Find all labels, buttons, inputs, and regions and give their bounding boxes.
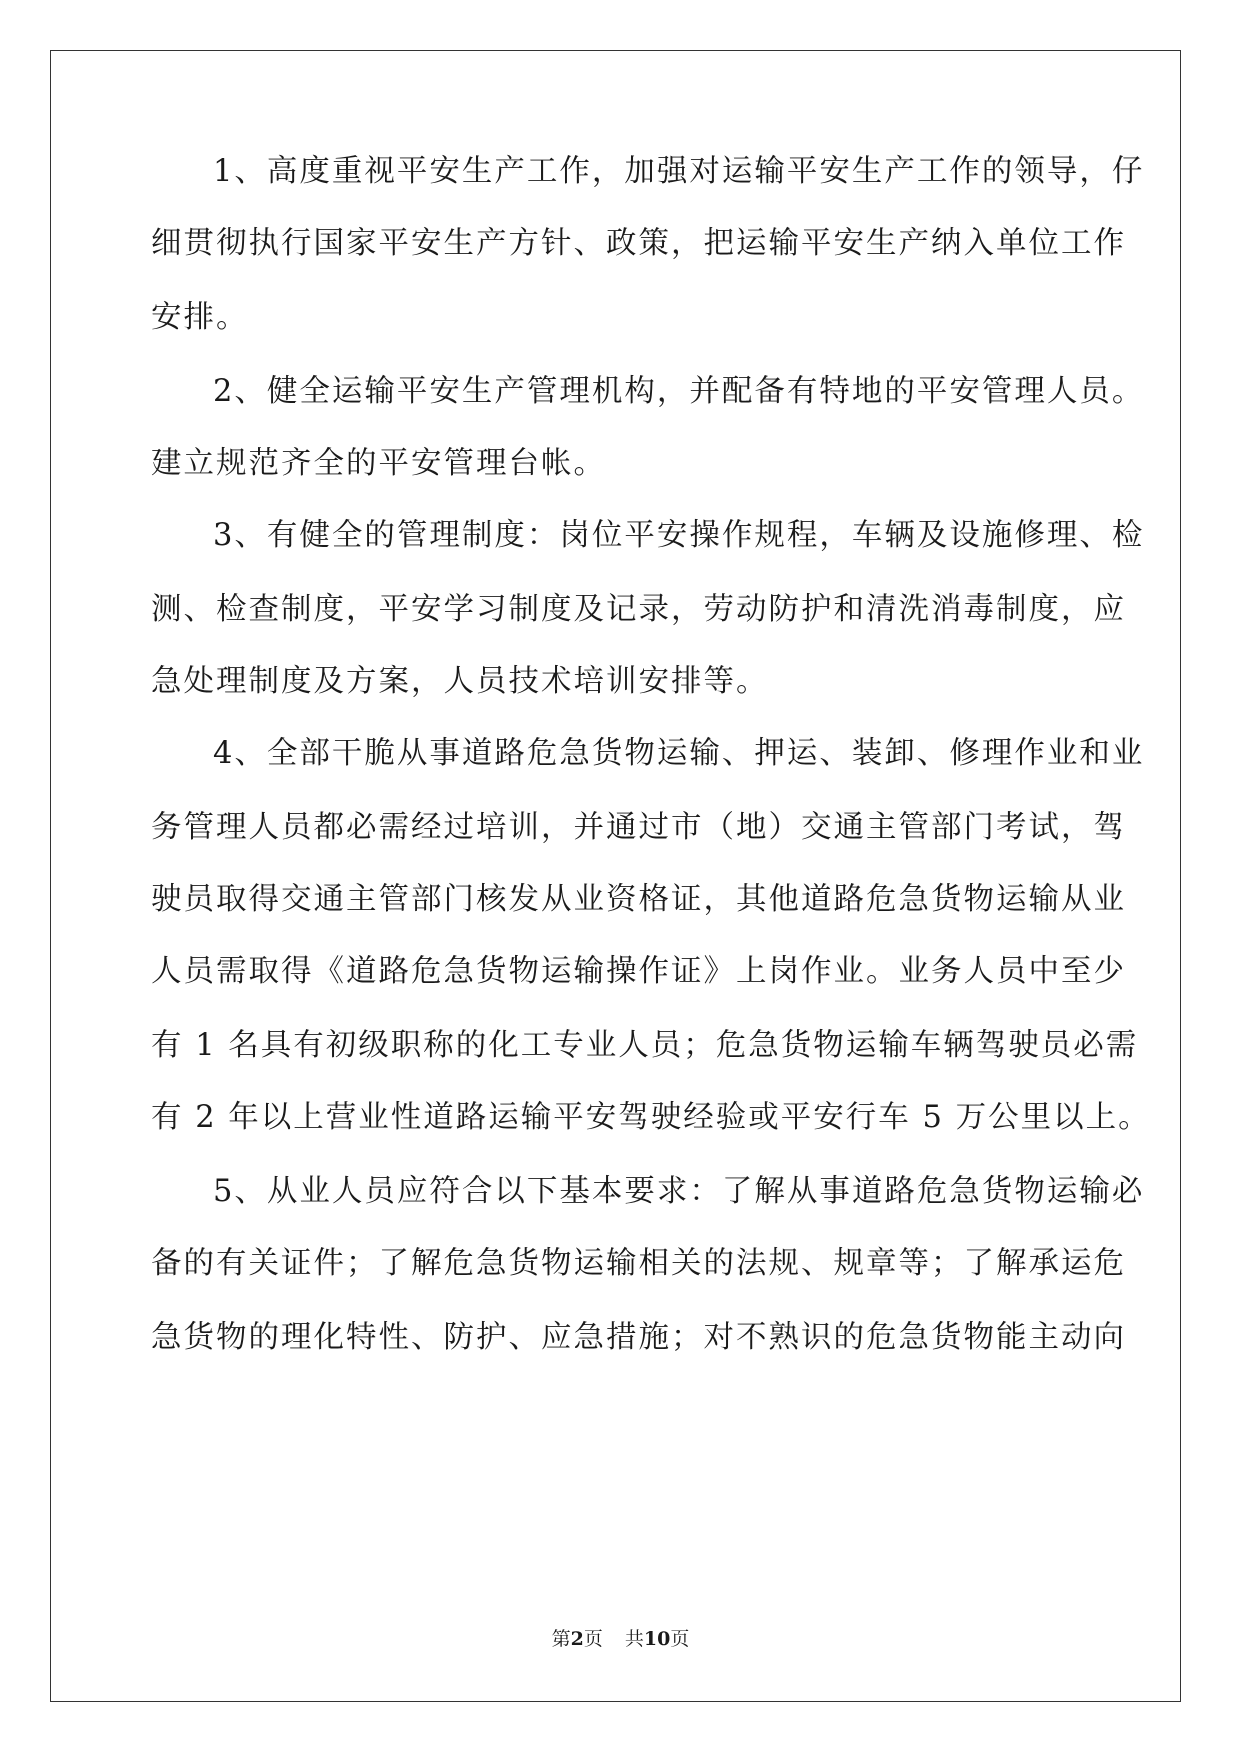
paragraph-4-line-3: 驶员取得交通主管部门核发从业资格证，其他道路危急货物运输从业 xyxy=(151,882,1126,917)
page-suffix: 页 xyxy=(583,1628,603,1650)
paragraph-4-line-6: 有 2 年以上营业性道路运输平安驾驶经验或平安行车 5 万公里以上。 xyxy=(151,1100,1151,1135)
total-prefix: 共 xyxy=(624,1628,644,1650)
paragraph-1-line-2: 细贯彻执行国家平安生产方针、政策，把运输平安生产纳入单位工作 xyxy=(151,226,1126,261)
paragraph-4-line-4: 人员需取得《道路危急货物运输操作证》上岗作业。业务人员中至少 xyxy=(151,954,1126,989)
paragraph-5-line-1: 5、从业人员应符合以下基本要求：了解从事道路危急货物运输必 xyxy=(213,1174,1145,1209)
page-footer xyxy=(0,1627,1241,1651)
paragraph-2-line-1: 2、健全运输平安生产管理机构，并配备有特地的平安管理人员。 xyxy=(213,374,1145,409)
page-current: 2 xyxy=(570,1628,584,1650)
paragraph-3-line-2: 测、检查制度，平安学习制度及记录，劳动防护和清洗消毒制度，应 xyxy=(151,592,1126,627)
paragraph-4-line-2: 务管理人员都必需经过培训，并通过市（地）交通主管部门考试，驾 xyxy=(151,810,1126,845)
paragraph-3-line-3: 急处理制度及方案，人员技术培训安排等。 xyxy=(151,664,769,699)
paragraph-1-line-3: 安排。 xyxy=(151,300,249,335)
paragraph-2-line-2: 建立规范齐全的平安管理台帐。 xyxy=(151,446,606,481)
paragraph-5-line-3: 急货物的理化特性、防护、应急措施；对不熟识的危急货物能主动向 xyxy=(151,1320,1126,1355)
paragraph-3-line-1: 3、有健全的管理制度：岗位平安操作规程，车辆及设施修理、检 xyxy=(213,518,1145,553)
paragraph-4-line-5: 有 1 名具有初级职称的化工专业人员；危急货物运输车辆驾驶员必需 xyxy=(151,1028,1139,1063)
paragraph-5-line-2: 备的有关证件；了解危急货物运输相关的法规、规章等；了解承运危 xyxy=(151,1246,1126,1281)
page-prefix: 第 xyxy=(551,1628,571,1650)
paragraph-1-line-1: 1、高度重视平安生产工作，加强对运输平安生产工作的领导，仔 xyxy=(213,154,1145,189)
paragraph-4-line-1: 4、全部干脆从事道路危急货物运输、押运、装卸、修理作业和业 xyxy=(213,736,1145,771)
total-suffix: 页 xyxy=(670,1628,690,1650)
page-total: 10 xyxy=(643,1628,671,1650)
